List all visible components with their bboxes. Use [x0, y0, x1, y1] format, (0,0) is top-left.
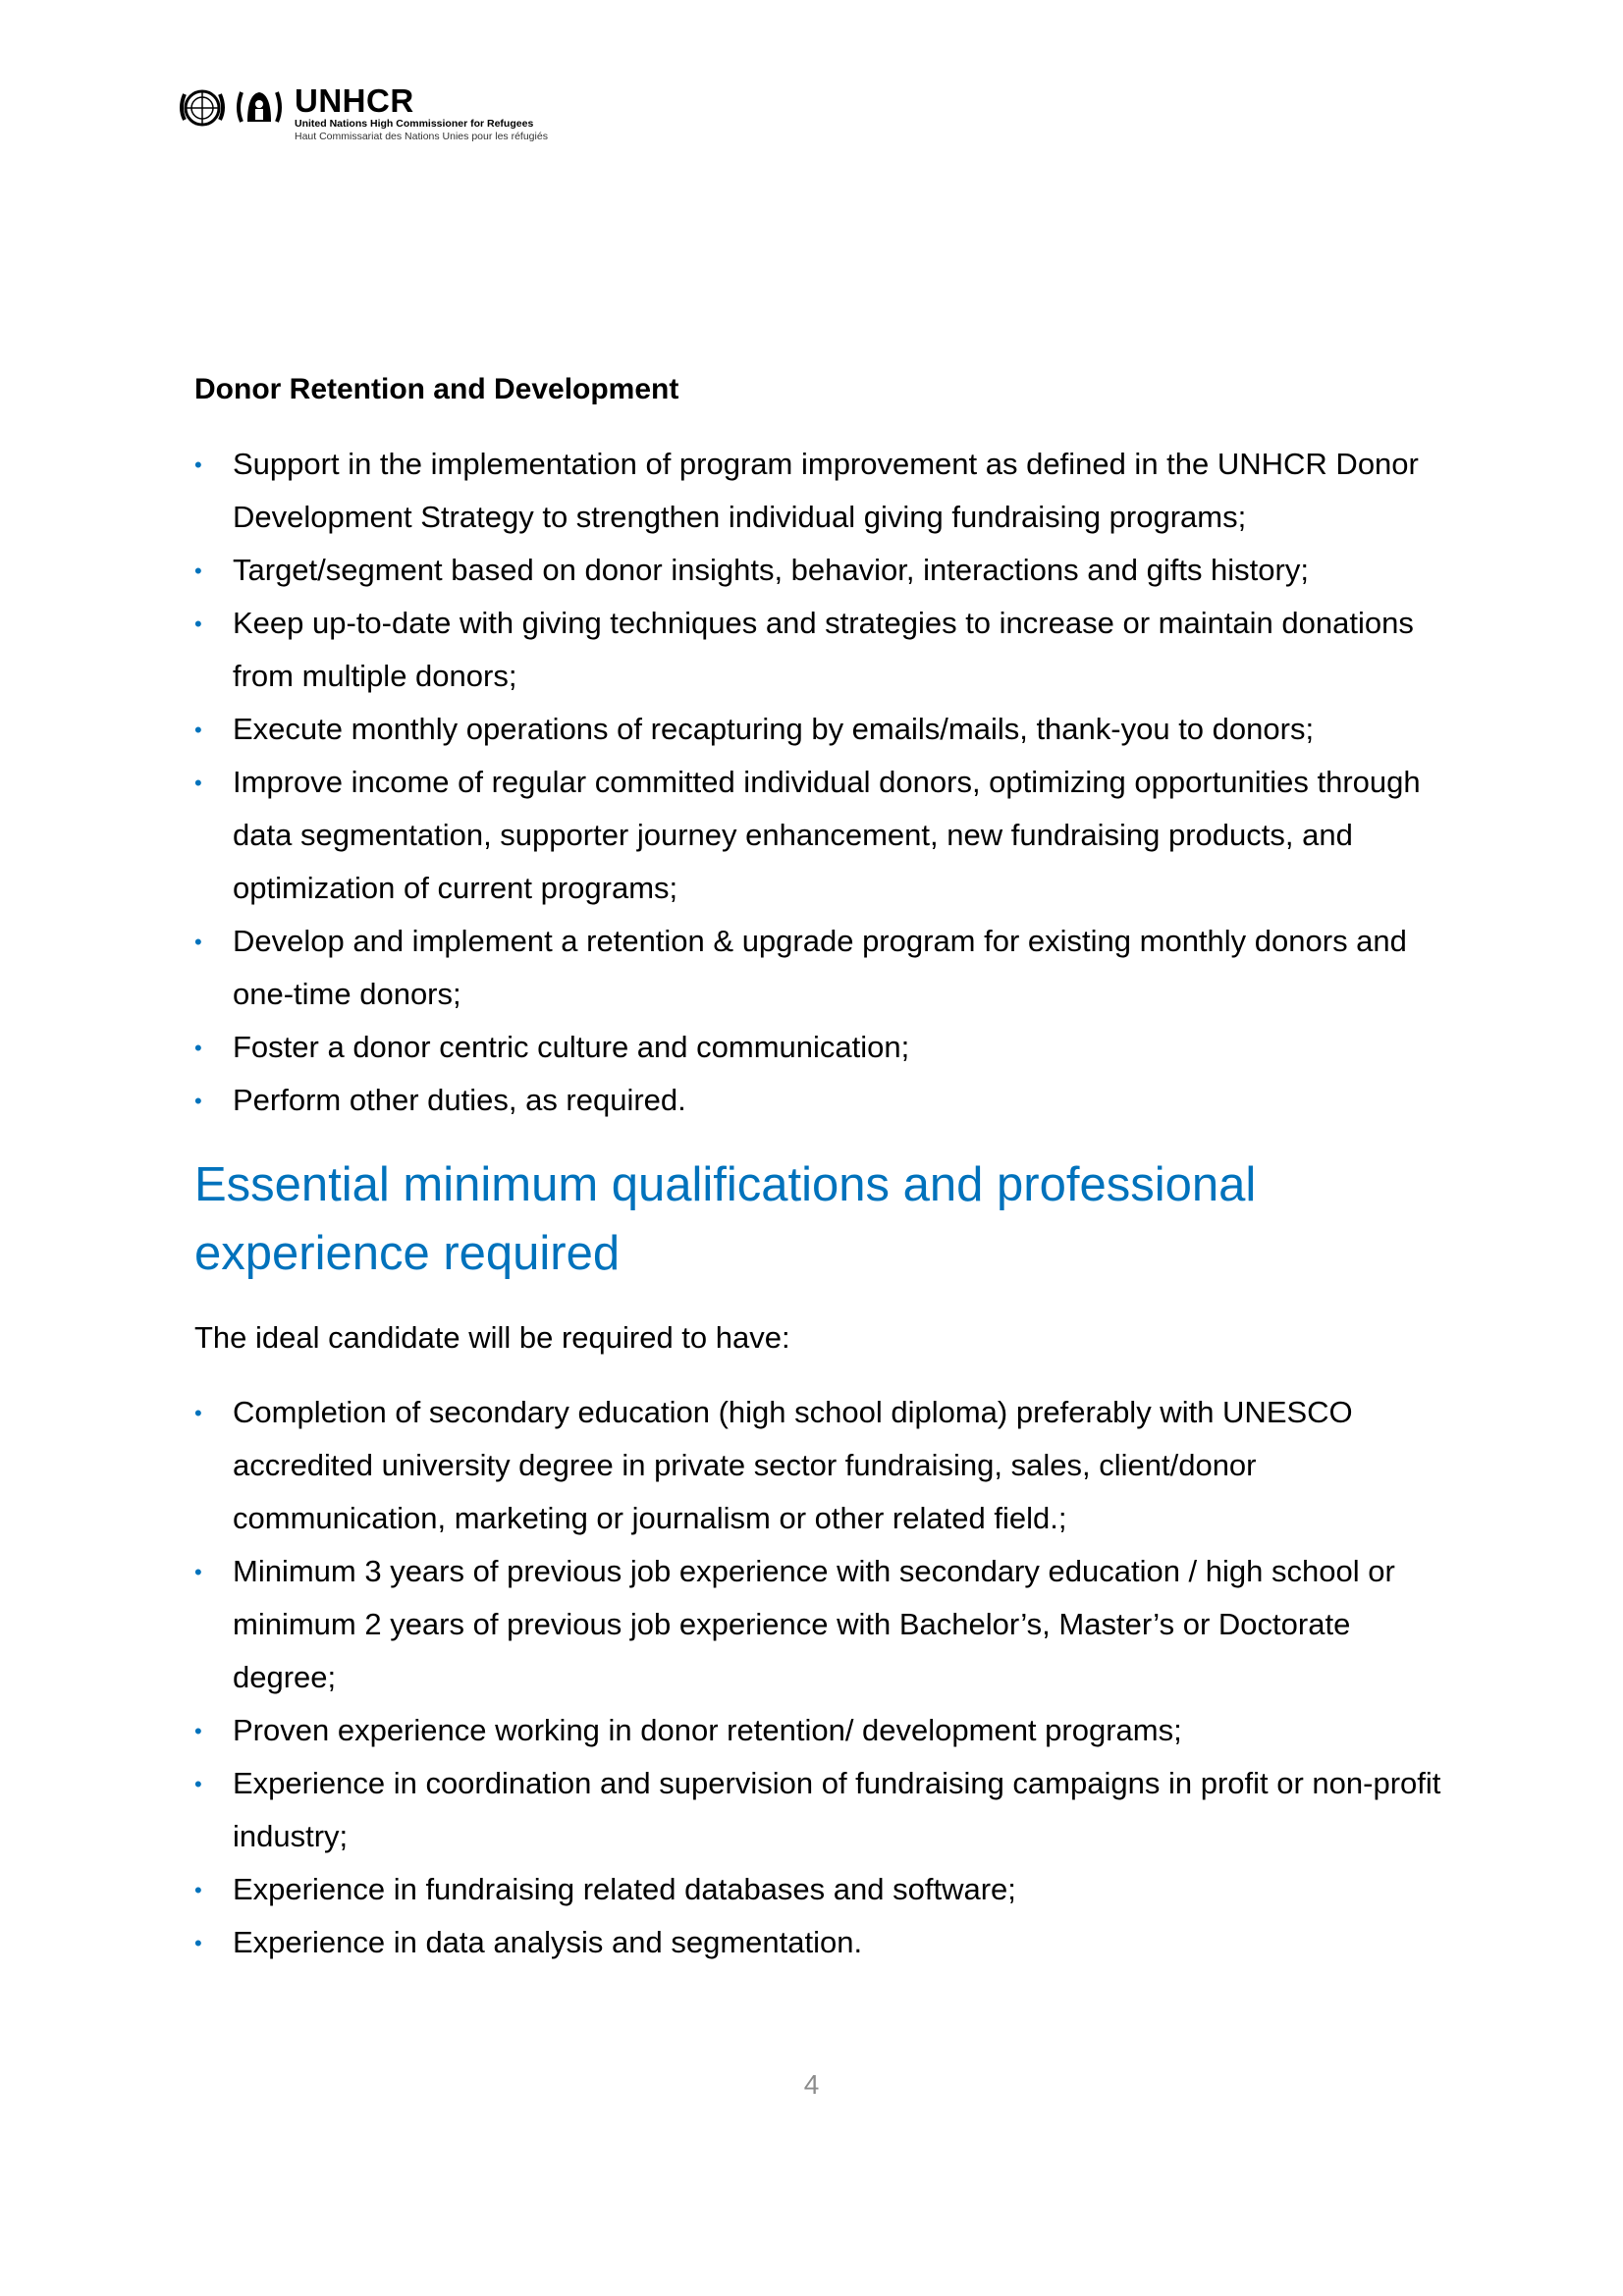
logo-name: UNHCR — [295, 82, 414, 119]
bullet-icon: • — [194, 1772, 202, 1796]
list-item-text: Target/segment based on donor insights, behavior, interactions and gifts history; — [233, 553, 1309, 587]
bullet-icon: • — [194, 559, 202, 583]
list-item-text: Keep up-to-date with giving techniques and strategies to increase or maintain donations from multiple donors; — [233, 606, 1414, 693]
bullet-icon: • — [194, 1719, 202, 1743]
page-number: 4 — [803, 2069, 820, 2100]
list-item-text: Support in the implementation of program improvement as defined in the UNHCR Donor Development Strategy to strengthen individual giving fundraising programs; — [233, 447, 1419, 534]
list-item-text: Minimum 3 years of previous job experience with secondary education / high school or minimum 2 years of previous job experience with Bachelor’s, Master’s or Doctorate degree; — [233, 1554, 1395, 1694]
logo-subtitle-en: United Nations High Commissioner for Refugees — [295, 118, 534, 130]
list-item-text: Foster a donor centric culture and communication; — [233, 1030, 910, 1064]
unhcr-logo — [177, 82, 589, 143]
qualifications-intro: The ideal candidate will be required to have: — [194, 1320, 790, 1355]
list-item — [194, 438, 1451, 544]
bullet-icon: • — [194, 1401, 202, 1425]
list-item — [194, 756, 1451, 915]
list-item-text: Experience in coordination and supervision of fundraising campaigns in profit or non-profit industry; — [233, 1766, 1441, 1853]
logo-subtitle-fr: Haut Commissariat des Nations Unies pour les réfugiés — [295, 131, 548, 142]
list-item — [194, 1074, 1451, 1127]
bullet-icon: • — [194, 930, 202, 954]
unhcr-emblem-icon — [234, 82, 285, 133]
logo-wordmark — [295, 84, 548, 143]
list-item-text: Experience in data analysis and segmentation. — [233, 1925, 863, 1959]
donor-section-heading: Donor Retention and Development — [194, 373, 679, 405]
list-item-text: Proven experience working in donor retention/ development programs; — [233, 1713, 1182, 1747]
bullet-icon: • — [194, 718, 202, 742]
bullet-icon: • — [194, 1089, 202, 1113]
list-item — [194, 1704, 1451, 1757]
list-item-text: Experience in fundraising related databases and software; — [233, 1872, 1016, 1906]
donor-duties-list — [194, 438, 1451, 1127]
list-item — [194, 1386, 1451, 1545]
list-item — [194, 703, 1451, 756]
list-item-text: Completion of secondary education (high school diploma) preferably with UNESCO accredited university degree in private sector fundraising, sales, client/donor communication, marketing or journalism or other related field.; — [233, 1395, 1353, 1535]
bullet-icon: • — [194, 1931, 202, 1955]
list-item — [194, 1916, 1451, 1969]
list-item-text: Execute monthly operations of recapturing by emails/mails, thank-you to donors; — [233, 712, 1315, 746]
list-item-text: Improve income of regular committed individual donors, optimizing opportunities through data segmentation, supporter journey enhancement, new fundraising products, and optimization of current programs; — [233, 765, 1421, 905]
bullet-icon: • — [194, 453, 202, 477]
document-body — [194, 369, 1451, 1969]
list-item — [194, 544, 1451, 597]
list-item-text: Develop and implement a retention & upgrade program for existing monthly donors and one-time donors; — [233, 924, 1407, 1011]
list-item — [194, 1545, 1451, 1704]
bullet-icon: • — [194, 1878, 202, 1902]
bullet-icon: • — [194, 771, 202, 795]
list-item — [194, 1021, 1451, 1074]
list-item — [194, 597, 1451, 703]
list-item — [194, 1863, 1451, 1916]
list-item — [194, 1757, 1451, 1863]
bullet-icon: • — [194, 1560, 202, 1584]
bullet-icon: • — [194, 1036, 202, 1060]
qualifications-heading: Essential minimum qualifications and professional experience required — [194, 1158, 1257, 1280]
qualifications-list — [194, 1386, 1451, 1969]
bullet-icon: • — [194, 612, 202, 636]
list-item-text: Perform other duties, as required. — [233, 1083, 686, 1117]
un-emblem-icon — [177, 82, 228, 133]
list-item — [194, 915, 1451, 1021]
